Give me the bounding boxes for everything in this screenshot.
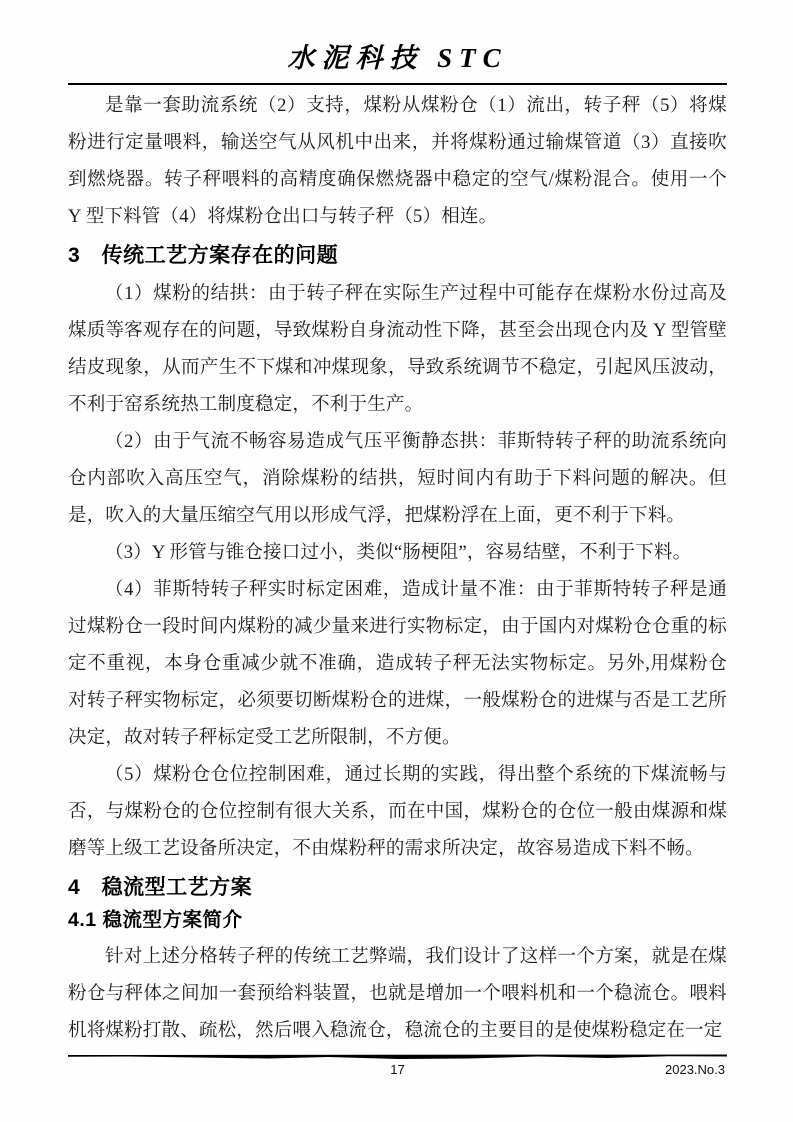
footer-rule bbox=[68, 1053, 727, 1061]
paragraph-4-1: 针对上述分格转子秤的传统工艺弊端，我们设计了这样一个方案，就是在煤粉仓与秤体之间加一套预给料装置，也就是增加一个喂料机和一个稳流仓。喂料机将煤粉打散、疏松，然后喂入稳流仓，稳流仓的主要目的是使煤粉稳定在一定 bbox=[68, 947, 727, 1041]
problem-item-3: （3）Y 形管与锥仓接口过小，类似“肠梗阻”，容易结壁，不利于下料。 bbox=[105, 543, 692, 563]
section-4-heading: 4 稳流型工艺方案 bbox=[68, 876, 253, 899]
page-number: 17 bbox=[390, 1062, 405, 1077]
page-footer bbox=[68, 1053, 727, 1080]
page-header bbox=[68, 0, 727, 85]
journal-title: 水泥科技 STC bbox=[287, 43, 508, 73]
issue-label: 2023.No.3 bbox=[665, 1062, 725, 1077]
section-4-1-heading: 4.1 稳流型方案简介 bbox=[68, 909, 243, 931]
footer-row bbox=[68, 1062, 727, 1080]
problem-item-1: （1）煤粉的结拱：由于转子秤在实际生产过程中可能存在煤粉水份过高及煤质等客观存在的问题，导致煤粉自身流动性下降，甚至会出现仓内及 Y 型管壁结皮现象，从而产生不下煤和冲煤现象，导致系统调节不稳定，引起风压波动，不利于窑系统热工制度稳定，不利于生产。 bbox=[68, 284, 727, 415]
paragraph-intro: 是靠一套助流系统（2）支持，煤粉从煤粉仓（1）流出，转子秤（5）将煤粉进行定量喂料，输送空气从风机中出来，并将煤粉通过输煤管道（3）直接吹到燃烧器。转子秤喂料的高精度确保燃烧器中稳定的空气/煤粉混合。使用一个 Y 型下料管（4）将煤粉仓出口与转子秤（5）相连。 bbox=[68, 96, 727, 227]
problem-item-4: （4）菲斯特转子秤实时标定困难，造成计量不准：由于菲斯特转子秤是通过煤粉仓一段时间内煤粉的减少量来进行实物标定，由于国内对煤粉仓仓重的标定不重视，本身仓重减少就不准确，造成转子秤无法实物标定。另外,用煤粉仓对转子秤实物标定，必须要切断煤粉仓的进煤，一般煤粉仓的进煤与否是工艺所决定，故对转子秤标定受工艺所限制，不方便。 bbox=[68, 580, 727, 748]
page-content bbox=[68, 0, 727, 1050]
section-3-heading: 3 传统工艺方案存在的问题 bbox=[68, 244, 339, 267]
problem-item-2: （2）由于气流不畅容易造成气压平衡静态拱：菲斯特转子秤的助流系统向仓内部吹入高压空气，消除煤粉的结拱，短时间内有助于下料问题的解决。但是，吹入的大量压缩空气用以形成气浮，把煤粉浮在上面，更不利于下料。 bbox=[68, 432, 727, 526]
header-rule bbox=[68, 83, 727, 85]
problem-item-5: （5）煤粉仓仓位控制困难，通过长期的实践，得出整个系统的下煤流畅与否，与煤粉仓的仓位控制有很大关系，而在中国，煤粉仓的仓位一般由煤源和煤磨等上级工艺设备所决定，不由煤粉秤的需求所决定，故容易造成下料不畅。 bbox=[68, 765, 727, 859]
article-body bbox=[68, 88, 727, 1050]
